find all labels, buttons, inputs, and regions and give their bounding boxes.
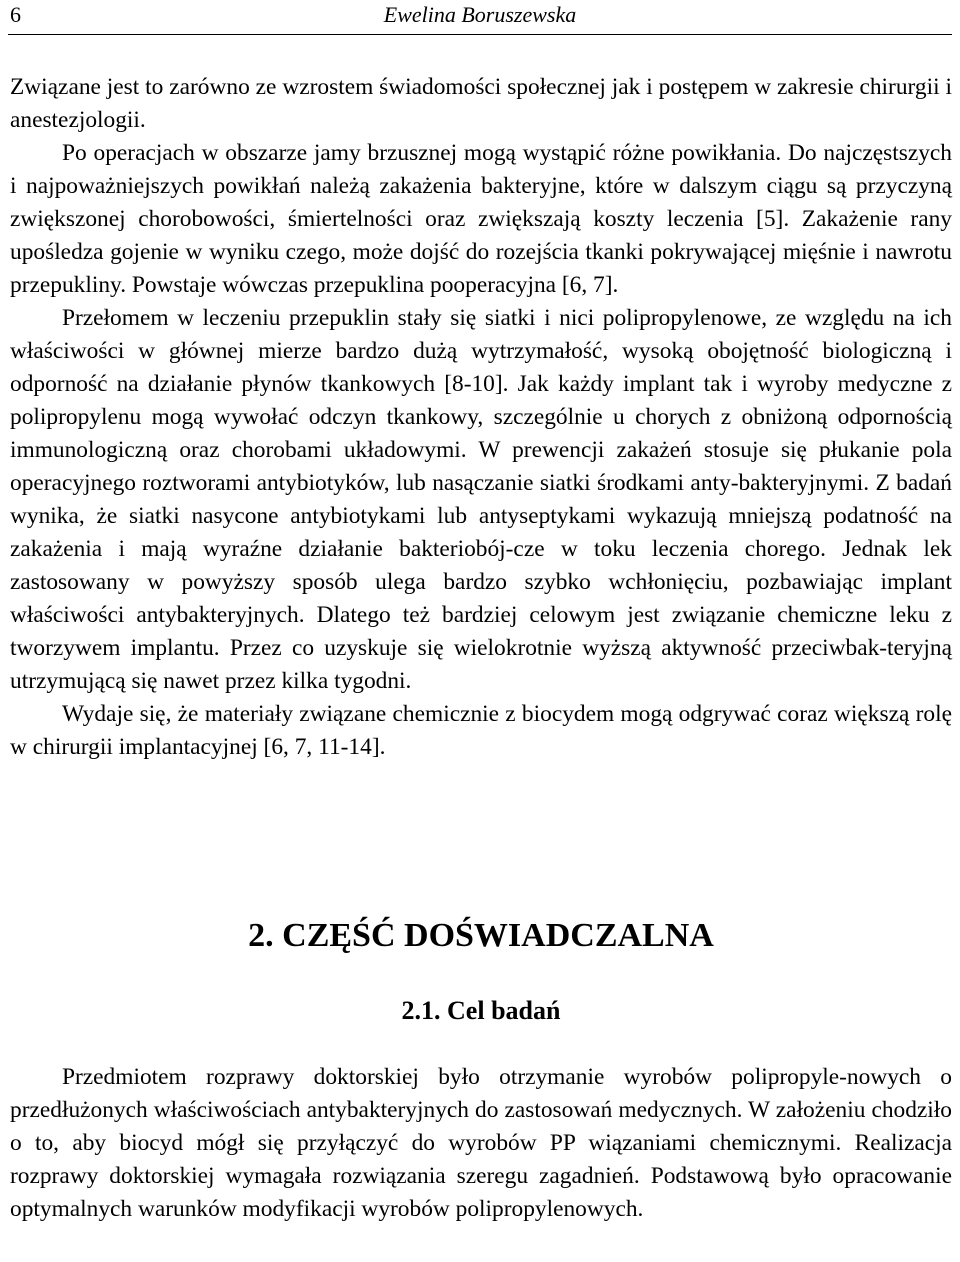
subsection-body <box>10 1061 952 1226</box>
subsection-heading: 2.1. Cel badań <box>401 996 561 1025</box>
paragraph: Przełomem w leczeniu przepuklin stały się siatki i nici polipropylenowe, ze względu na ich właściwości w głównej mierze bardzo dużą wytrzymałość, wysoką obojętność biologiczną i odporność na działanie płynów tkankowych [8-10]. Jak każdy implant tak i wyroby medyczne z polipropylenu mogą wywołać odczyn tkankowy, szczególnie u chorych z obniżoną odpornością immunologiczną oraz chorobami układowymi. W prewencji zakażeń stosuje się płukanie pola operacyjnego roztworami antybiotyków, lub nasączanie siatki środkami anty-bakteryjnymi. Z badań wynika, że siatki nasycone antybiotykami lub antyseptykami wykazują mniejszą podatność na zakażenia i mają wyraźne działanie bakteriobój-cze w toku leczenia chorego. Jednak lek zastosowany w powyższy sposób ulega bardzo szybko wchłonięciu, pozbawiając implant właściwości antybakteryjnych. Dlatego też bardziej celowym jest związanie chemiczne leku z tworzywem implantu. Przez co uzyskuje się wielokrotnie wyższą aktywność przeciwbak-teryjną utrzymującą się nawet przez kilka tygodni. <box>10 305 952 694</box>
running-head-author: Ewelina Boruszewska <box>383 2 577 27</box>
page-header <box>8 0 952 35</box>
section-heading: 2. CZĘŚĆ DOŚWIADCZALNA <box>248 917 714 954</box>
paragraph: Wydaje się, że materiały związane chemicznie z biocydem mogą odgrywać coraz większą rolę w chirurgii implantacyjnej [6, 7, 11-14]. <box>10 701 952 760</box>
paragraph: Po operacjach w obszarze jamy brzusznej mogą wystąpić różne powikłania. Do najczęstszych i najpoważniejszych powikłań należą zakażenia bakteryjne, które w dalszym ciągu są przyczyną zwiększonej chorobowości, śmiertelności oraz zwiększają koszty leczenia [5]. Zakażenie rany upośledza gojenie w wyniku czego, może dojść do rozejścia tkanki pokrywającej mięśnie i nawrotu przepukliny. Powstaje wówczas przepuklina pooperacyjna [6, 7]. <box>10 140 952 298</box>
body-text <box>10 71 952 764</box>
paragraph: Przedmiotem rozprawy doktorskiej było otrzymanie wyrobów polipropyle-nowych o przedłużonych właściwościach antybakteryjnych do zastosowań medycznych. W założeniu chodziło o to, aby biocyd mógł się przyłączyć do wyrobów PP wiązaniami chemicznymi. Realizacja rozprawy doktorskiej wymagała rozwiązania szeregu zagadnień. Podstawową było opracowanie optymalnych warunków modyfikacji wyrobów polipropylenowych. <box>10 1064 952 1222</box>
page-number: 6 <box>10 2 21 27</box>
paragraph: Związane jest to zarówno ze wzrostem świadomości społecznej jak i postępem w zakresie chirurgii i anestezjologii. <box>10 74 952 133</box>
